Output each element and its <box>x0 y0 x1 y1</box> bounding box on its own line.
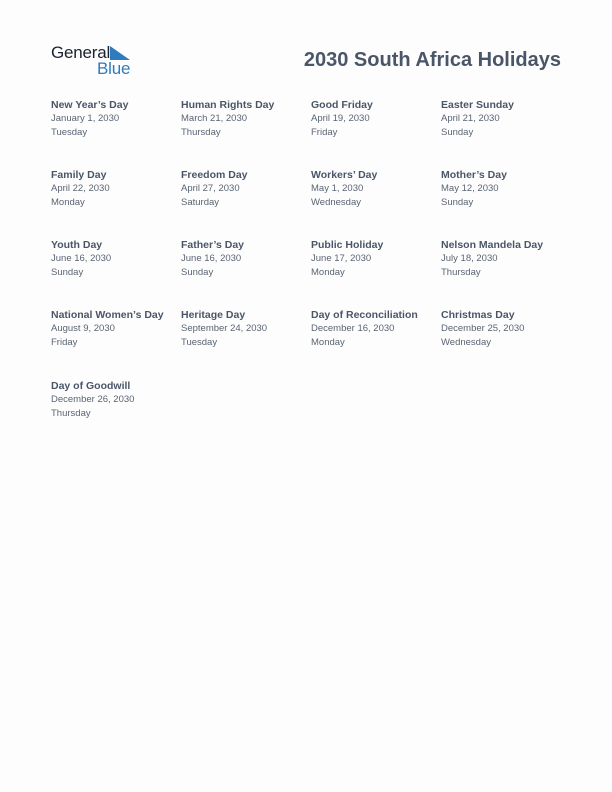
holiday-entry <box>181 168 309 209</box>
holiday-weekday: Wednesday <box>311 196 361 208</box>
holiday-name: Father’s Day <box>181 239 245 251</box>
holiday-date: January 1, 2030 <box>51 113 120 124</box>
holiday-weekday: Thursday <box>181 126 221 138</box>
holiday-name: Human Rights Day <box>181 99 275 111</box>
holiday-name: Christmas Day <box>441 309 515 321</box>
holiday-weekday: Sunday <box>441 126 474 138</box>
holiday-date: April 21, 2030 <box>441 113 500 124</box>
holiday-weekday: Friday <box>51 336 78 348</box>
holiday-entry <box>51 379 179 420</box>
holiday-entry <box>311 308 439 349</box>
holiday-date: December 25, 2030 <box>441 323 525 334</box>
holiday-date: August 9, 2030 <box>51 323 115 334</box>
holiday-entry <box>311 98 439 139</box>
holiday-name: National Women’s Day <box>51 309 164 321</box>
holiday-name: Family Day <box>51 169 107 181</box>
holiday-date: June 16, 2030 <box>181 253 242 264</box>
holiday-date: June 16, 2030 <box>51 253 112 264</box>
holiday-date: July 18, 2030 <box>441 253 498 264</box>
holiday-weekday: Monday <box>311 266 345 278</box>
holiday-name: Day of Reconciliation <box>311 309 418 321</box>
holiday-weekday: Saturday <box>181 196 220 208</box>
holiday-weekday: Sunday <box>441 196 474 208</box>
holiday-name: Nelson Mandela Day <box>441 239 544 251</box>
holiday-name: Heritage Day <box>181 309 246 321</box>
holiday-entry <box>51 98 179 139</box>
holiday-date: May 12, 2030 <box>441 183 499 194</box>
holiday-name: Day of Goodwill <box>51 380 131 392</box>
holiday-entry <box>51 238 179 279</box>
holiday-entry <box>51 308 179 349</box>
holiday-date: April 19, 2030 <box>311 113 370 124</box>
holiday-name: Workers’ Day <box>311 169 378 181</box>
holiday-entry <box>441 98 569 139</box>
holiday-name: Freedom Day <box>181 169 248 181</box>
holiday-name: Youth Day <box>51 239 103 251</box>
holiday-date: May 1, 2030 <box>311 183 364 194</box>
holiday-date: March 21, 2030 <box>181 113 248 124</box>
holiday-entry <box>51 168 179 209</box>
holiday-name: Good Friday <box>311 99 373 111</box>
holiday-date: June 17, 2030 <box>311 253 372 264</box>
holiday-weekday: Monday <box>51 196 85 208</box>
logo-word-general: General <box>51 43 111 62</box>
holiday-entry <box>181 98 309 139</box>
holiday-weekday: Tuesday <box>51 126 88 138</box>
holiday-weekday: Sunday <box>51 266 84 278</box>
holiday-weekday: Tuesday <box>181 336 218 348</box>
holiday-weekday: Thursday <box>441 266 481 278</box>
generalblue-logo <box>51 44 141 78</box>
holiday-entry <box>181 308 309 349</box>
holiday-entry <box>441 308 569 349</box>
holiday-name: New Year’s Day <box>51 99 129 111</box>
holiday-entry <box>441 168 569 209</box>
page-title: 2030 South Africa Holidays <box>303 49 561 71</box>
holiday-date: April 27, 2030 <box>181 183 240 194</box>
holiday-weekday: Thursday <box>51 407 91 419</box>
holiday-entry <box>311 168 439 209</box>
holiday-date: September 24, 2030 <box>181 323 268 334</box>
holiday-name: Easter Sunday <box>441 99 514 111</box>
holiday-weekday: Monday <box>311 336 345 348</box>
holiday-date: December 16, 2030 <box>311 323 395 334</box>
holiday-date: April 22, 2030 <box>51 183 110 194</box>
holiday-weekday: Sunday <box>181 266 214 278</box>
holiday-weekday: Friday <box>311 126 338 138</box>
holiday-entry <box>181 238 309 279</box>
holiday-name: Public Holiday <box>311 239 384 251</box>
logo-triangle-icon <box>110 46 130 60</box>
logo-word-blue: Blue <box>97 59 131 78</box>
holiday-date: December 26, 2030 <box>51 394 135 405</box>
holiday-entry <box>441 238 569 279</box>
holiday-weekday: Wednesday <box>441 336 491 348</box>
holiday-name: Mother’s Day <box>441 169 507 181</box>
holiday-entry <box>311 238 439 279</box>
